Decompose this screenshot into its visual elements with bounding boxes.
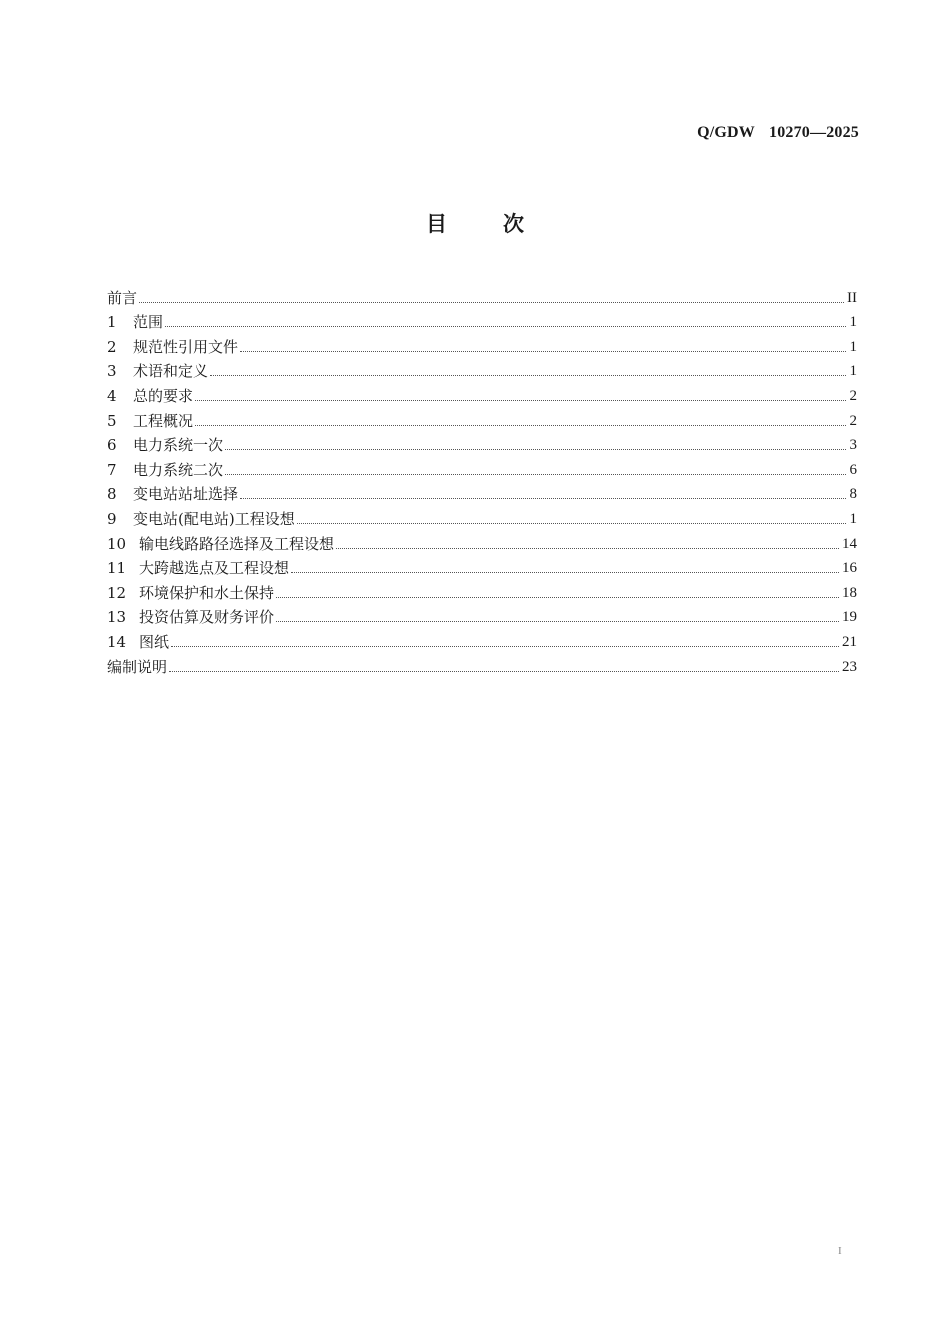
toc-entry-label: 编制说明 <box>107 657 168 676</box>
toc-entry-page: 14 <box>842 535 857 552</box>
toc-leader-dots <box>210 374 846 376</box>
toc-entry-page: 21 <box>842 633 857 650</box>
toc-entry-2[interactable] <box>107 331 857 356</box>
toc-entry-number: 5 <box>107 411 117 430</box>
toc-title-char-2: 次 <box>503 212 524 236</box>
toc-leader-dots <box>276 596 839 598</box>
document-id <box>697 124 859 142</box>
toc-entry-1[interactable] <box>107 307 857 332</box>
toc-entry-number: 9 <box>107 509 117 528</box>
toc-entry-label: 变电站(配电站)工程设想 <box>133 509 295 528</box>
toc-entry-number: 10 <box>107 534 127 553</box>
toc-entry-label: 范围 <box>133 313 164 332</box>
toc-entry-number: 14 <box>107 632 127 651</box>
toc-entry-label: 电力系统一次 <box>133 436 224 455</box>
toc-entry-label: 术语和定义 <box>133 362 209 381</box>
toc-entry-page: 1 <box>849 510 857 527</box>
toc-leader-dots <box>171 645 839 647</box>
toc-leader-dots <box>165 325 846 327</box>
toc-entry-label: 输电线路路径选择及工程设想 <box>139 534 335 553</box>
toc-entry-page: 8 <box>849 486 857 503</box>
toc-entry-number: 2 <box>107 337 117 356</box>
page-number: I <box>838 1245 842 1257</box>
toc-entry-page: 19 <box>842 609 857 626</box>
toc-entry-9[interactable] <box>107 503 857 528</box>
toc-entry-8[interactable] <box>107 479 857 504</box>
table-of-contents <box>107 282 857 676</box>
toc-entry-11[interactable] <box>107 553 857 578</box>
toc-entry-number: 11 <box>107 559 127 578</box>
document-number: 10270—2025 <box>769 124 859 141</box>
toc-title <box>0 208 950 238</box>
toc-entry-number: 3 <box>107 362 117 381</box>
toc-leader-dots <box>225 448 846 450</box>
toc-entry-number: 6 <box>107 436 117 455</box>
toc-entry-label: 总的要求 <box>133 386 194 405</box>
toc-entry-7[interactable] <box>107 454 857 479</box>
document-code: Q/GDW <box>697 124 755 141</box>
toc-entry-number: 1 <box>107 313 117 332</box>
toc-entry-page: 23 <box>842 658 857 675</box>
toc-entry-number: 12 <box>107 583 127 602</box>
toc-entry-3[interactable] <box>107 356 857 381</box>
toc-entry-12[interactable] <box>107 577 857 602</box>
toc-entry-13[interactable] <box>107 602 857 627</box>
toc-title-char-1: 目 <box>426 212 447 236</box>
toc-leader-dots <box>240 497 846 499</box>
toc-entry-page: 1 <box>849 338 857 355</box>
toc-entry-page: 18 <box>842 584 857 601</box>
toc-entry-page: 2 <box>849 412 857 429</box>
toc-entry-page: 1 <box>849 314 857 331</box>
toc-leader-dots <box>195 399 846 401</box>
toc-entry-page: 1 <box>849 363 857 380</box>
toc-entry-label: 电力系统二次 <box>133 460 224 479</box>
toc-entry-label: 变电站站址选择 <box>133 485 239 504</box>
toc-entry-page: 16 <box>842 560 857 577</box>
toc-entry-label: 前言 <box>107 288 138 307</box>
toc-entry-label: 规范性引用文件 <box>133 337 239 356</box>
toc-entry-label: 投资估算及财务评价 <box>139 608 275 627</box>
toc-entry-10[interactable] <box>107 528 857 553</box>
toc-leader-dots <box>240 350 846 352</box>
toc-entry-14[interactable] <box>107 626 857 651</box>
toc-leader-dots <box>225 473 846 475</box>
toc-leader-dots <box>291 571 839 573</box>
toc-leader-dots <box>169 670 839 672</box>
toc-entry-number: 7 <box>107 460 117 479</box>
toc-entry-number: 4 <box>107 386 117 405</box>
toc-leader-dots <box>139 301 844 303</box>
toc-entry-foreword[interactable] <box>107 282 857 307</box>
toc-entry-5[interactable] <box>107 405 857 430</box>
toc-leader-dots <box>297 522 846 524</box>
toc-leader-dots <box>336 547 839 549</box>
toc-entry-page: 6 <box>849 461 857 478</box>
toc-entry-label: 图纸 <box>139 632 170 651</box>
toc-entry-page: 2 <box>849 387 857 404</box>
toc-leader-dots <box>276 620 839 622</box>
toc-entry-number: 13 <box>107 608 127 627</box>
toc-entry-compilation-notes[interactable] <box>107 651 857 676</box>
toc-entry-4[interactable] <box>107 380 857 405</box>
toc-entry-label: 工程概况 <box>133 411 194 430</box>
toc-entry-label: 大跨越选点及工程设想 <box>139 559 290 578</box>
toc-entry-page: 3 <box>849 437 857 454</box>
toc-entry-6[interactable] <box>107 430 857 455</box>
toc-entry-page: II <box>847 289 857 306</box>
toc-leader-dots <box>195 424 846 426</box>
toc-entry-number: 8 <box>107 485 117 504</box>
toc-entry-label: 环境保护和水土保持 <box>139 583 275 602</box>
